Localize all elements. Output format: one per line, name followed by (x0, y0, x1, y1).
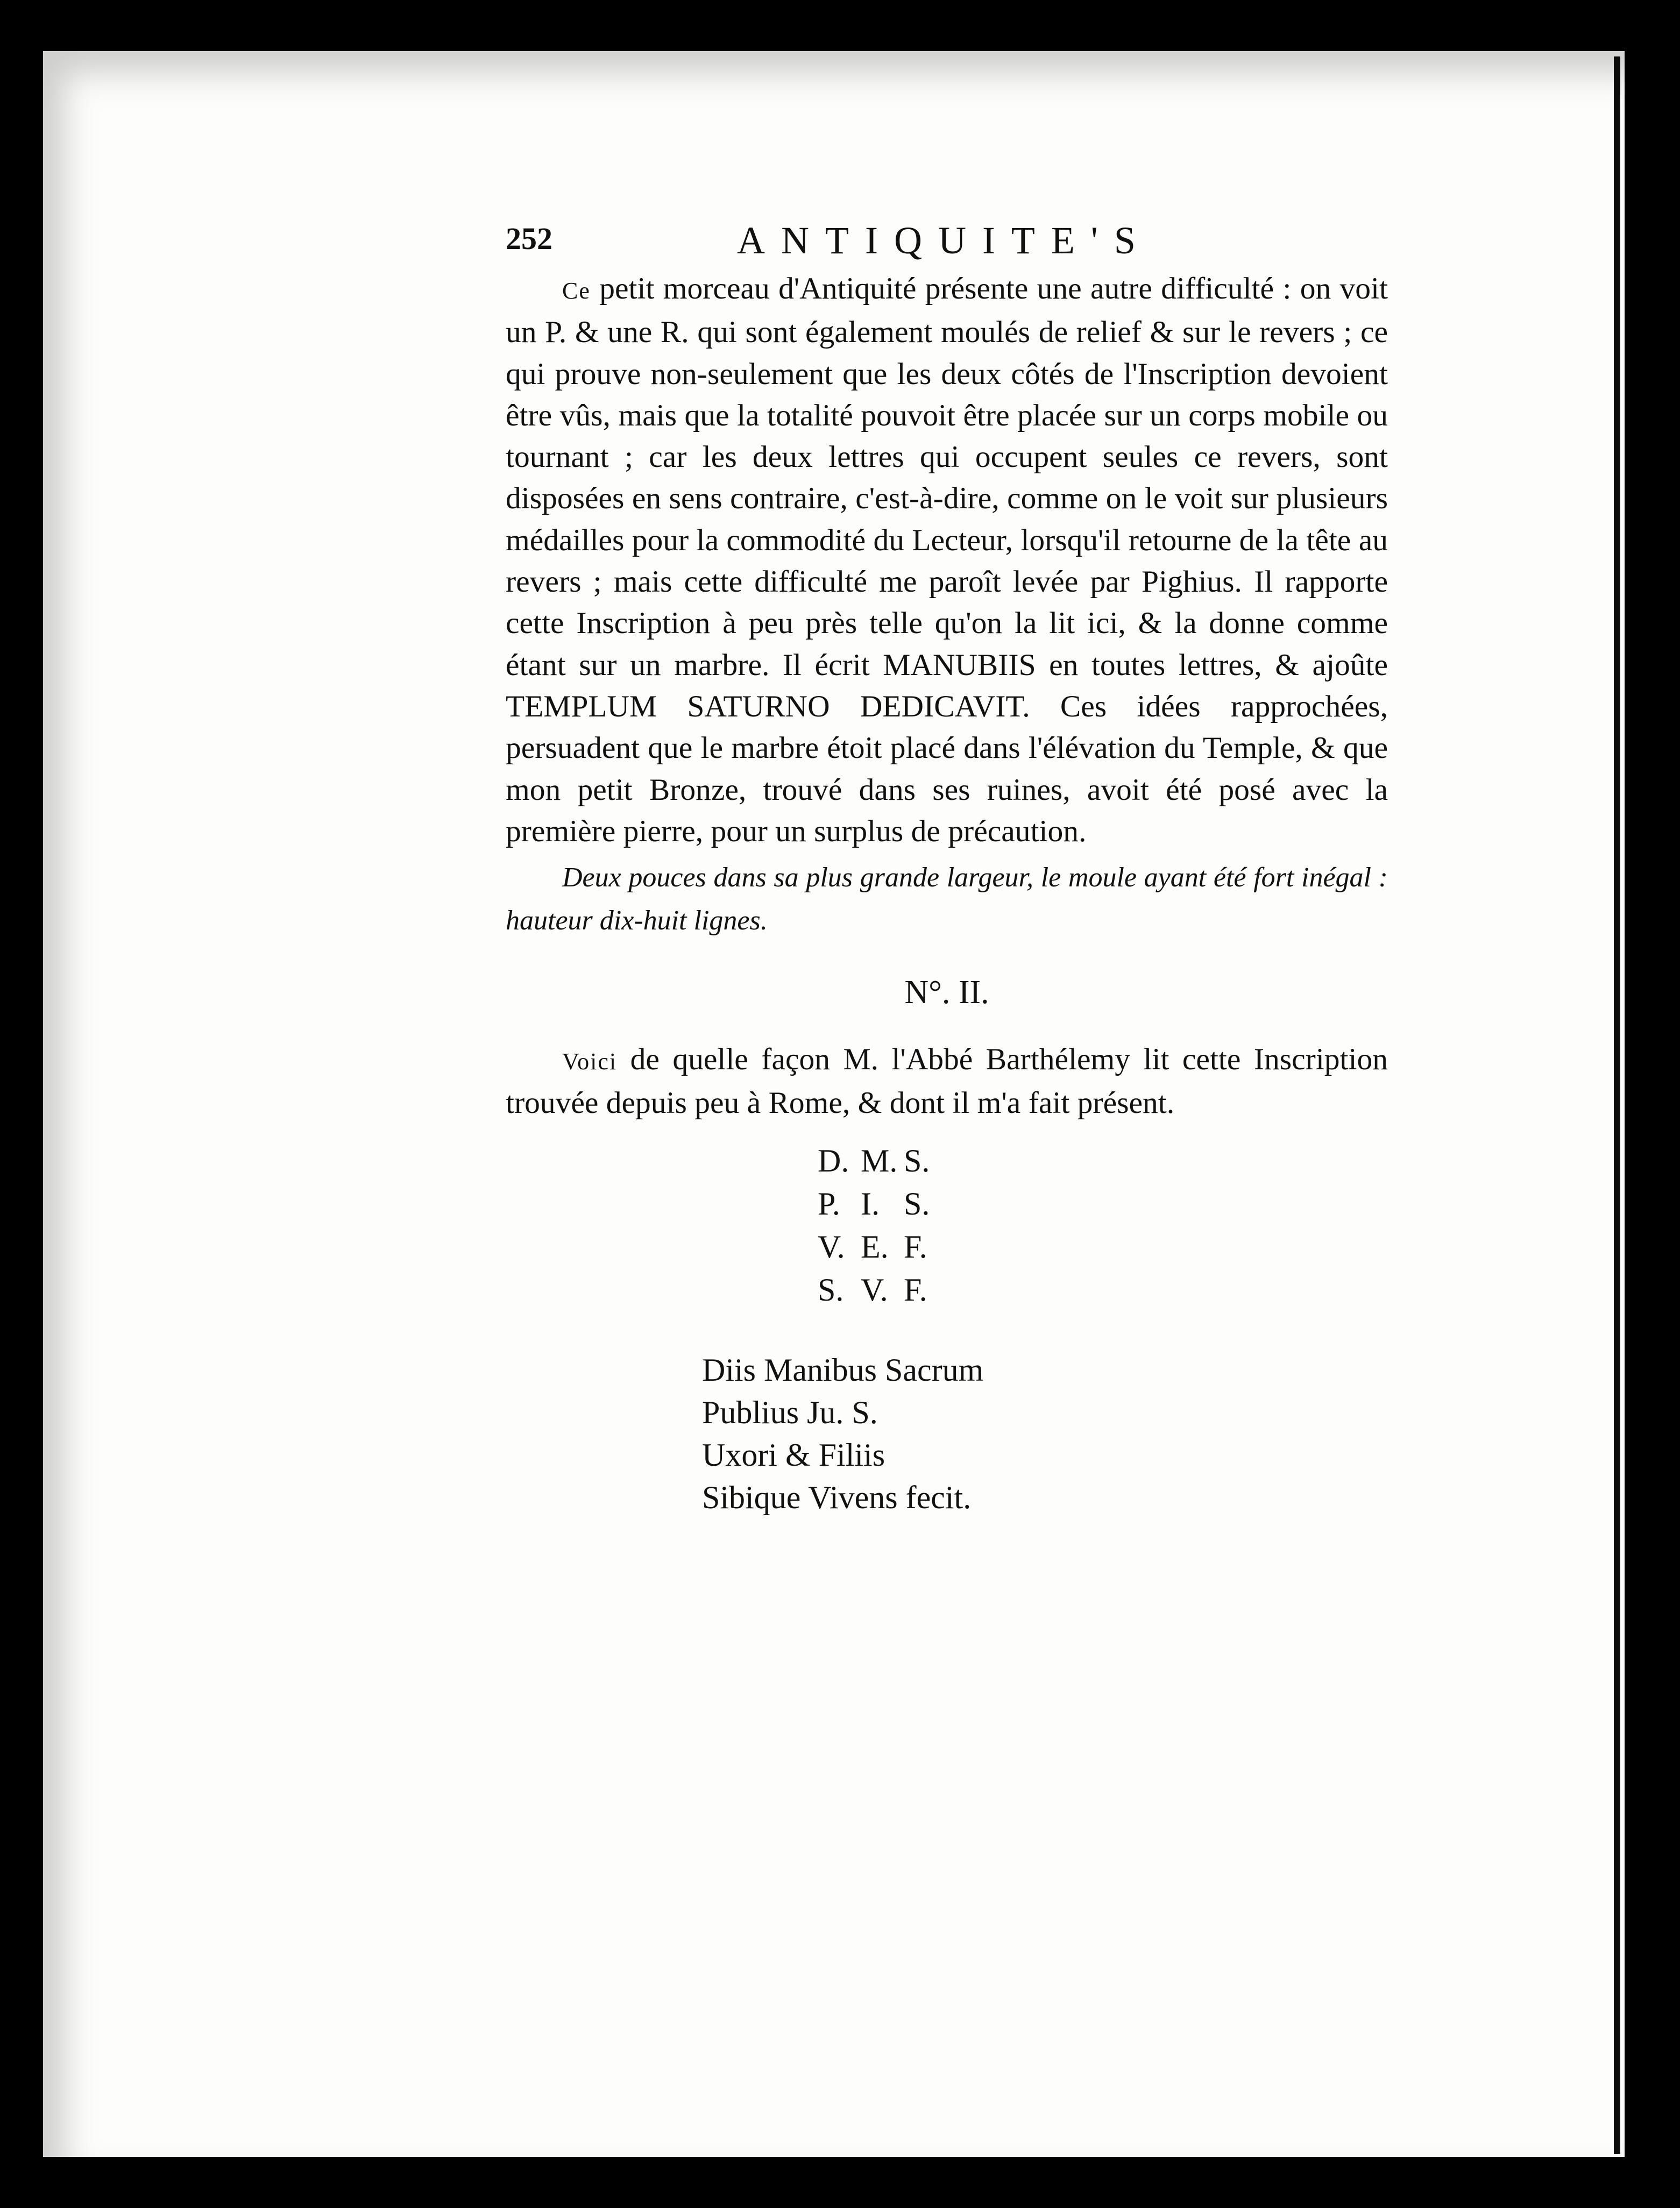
text-block (506, 221, 1388, 1519)
sigla-letter: S. (904, 1142, 930, 1178)
sigla-letter: D. (818, 1142, 849, 1178)
expansion-line: Diis Manibus Sacrum (702, 1352, 984, 1388)
sigla-letter: E. (861, 1229, 889, 1265)
expansion-line: Uxori & Filiis (702, 1437, 885, 1473)
paragraph-1-text: petit morceau d'Antiquité présente une autre difficulté : on voit un P. & une R. qui sont également moulés de relief & sur le revers ; ce qui prouve non-seulement que les deux côtés de l'Inscription devoient être vûs, mais que la totalité pouvoit être placée sur un corps mobile ou tournant ; car les deux lettres qui occupent seules ce revers, sont disposées en sens contraire, c'est-à-dire, comme on le voit sur plusieurs médailles pour la commodité du Lecteur, lorsqu'il retourne de la tête au revers ; mais cette difficulté me paroît levée par Pighius. Il rapporte cette Inscription à peu près telle qu'on la lit ici, & la donne comme étant sur un marbre. Il écrit MANUBIIS en toutes lettres, & ajoûte TEMPLUM SATURNO DEDICAVIT. Ces idées rapprochées, persuadent que le marbre étoit placé dans l'élévation du Temple, & que mon petit Bronze, trouvé dans ses ruines, avoit été posé avec la première pierre, pour un surplus de précaution. (506, 272, 1388, 848)
page-number: 252 (506, 221, 552, 256)
sigla-letter: S. (818, 1272, 844, 1308)
running-title: ANTIQUITE'S (737, 219, 1152, 262)
page-edge-rule (1614, 56, 1620, 2154)
measurement-note: Deux pouces dans sa plus grande largeur, le moule ayant été fort inégal : hauteur dix-huit lignes. (506, 862, 1388, 936)
sigla-row (818, 1139, 1388, 1182)
paragraph-2-text: de quelle façon M. l'Abbé Barthélemy lit cette Inscription trouvée depuis peu à Rome, & dont il m'a fait présent. (506, 1042, 1388, 1120)
sigla-letter: S. (904, 1185, 930, 1222)
paragraph-1-first-word: Ce (562, 278, 591, 304)
paragraph-1 (506, 268, 1388, 852)
paragraph-2-first-word: Voici (562, 1048, 618, 1075)
sigla-letter: I. (861, 1185, 880, 1222)
inscription-expansion (702, 1349, 1388, 1519)
sigla-row (818, 1268, 1388, 1311)
expansion-line: Sibique Vivens fecit. (702, 1479, 972, 1515)
inscription-sigla (818, 1139, 1388, 1311)
sigla-letter: M. (861, 1142, 898, 1178)
sigla-letter: F. (904, 1272, 927, 1308)
sigla-row (818, 1182, 1388, 1225)
paragraph-2 (506, 1039, 1388, 1124)
running-head (506, 221, 1388, 264)
sigla-letter: F. (904, 1229, 927, 1265)
sigla-letter: V. (861, 1272, 888, 1308)
expansion-line: Publius Ju. S. (702, 1394, 878, 1430)
sigla-row (818, 1225, 1388, 1268)
sigla-letter: V. (818, 1229, 845, 1265)
sigla-letter: P. (818, 1185, 840, 1222)
section-heading: N°. II. (904, 974, 989, 1011)
